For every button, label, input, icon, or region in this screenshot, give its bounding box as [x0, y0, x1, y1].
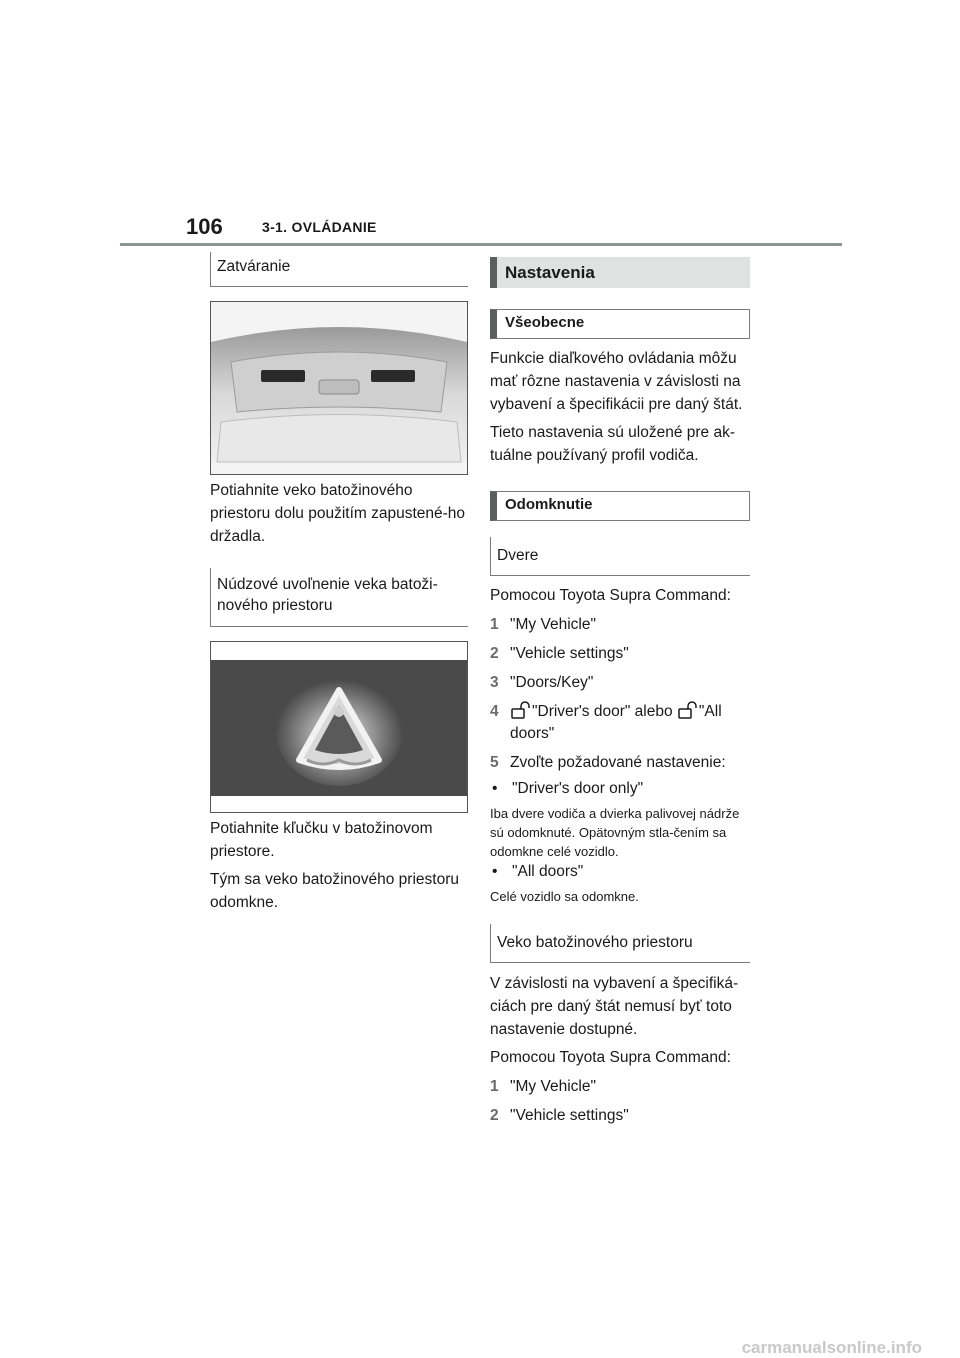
- bullet-dot: •: [492, 780, 498, 797]
- step-text: "My Vehicle": [510, 1078, 596, 1095]
- subsection-unlock: Odomknutie: [490, 491, 750, 521]
- step-2-1: [490, 1076, 750, 1098]
- closing-heading-text: Zatváranie: [217, 258, 291, 275]
- emergency-release-figure: [210, 641, 468, 813]
- step-number: 1: [490, 1078, 499, 1095]
- emergency-text-2: Tým sa veko batožinového priestoru odomkne.: [210, 871, 459, 911]
- emergency-heading: [210, 568, 468, 627]
- option-2-description: Celé vozidlo sa odomkne.: [490, 889, 639, 904]
- tailgate-heading: [490, 924, 750, 963]
- step-4-text-part2: "All doors": [510, 703, 722, 742]
- option-1-description: Iba dvere vodiča a dvierka palivovej nádrže sú odomknuté. Opätovným stla-čením sa odomkne celé vozidlo.: [490, 806, 740, 859]
- doors-heading: [490, 537, 750, 576]
- step-number: 5: [490, 754, 499, 771]
- emergency-handle-illustration: [211, 642, 467, 812]
- via-command-text-2: Pomocou Toyota Supra Command:: [490, 1049, 731, 1066]
- option-drivers-door: [490, 778, 750, 800]
- chapter-title: 3-1. OVLÁDANIE: [262, 219, 377, 235]
- closing-heading: [210, 252, 468, 287]
- emergency-text-1: Potiahnite kľučku v batožinovom priestore.: [210, 820, 433, 860]
- step-text: "Doors/Key": [510, 674, 594, 691]
- step-2: [490, 643, 750, 665]
- unlock-icon: [677, 701, 699, 719]
- step-text: [510, 701, 750, 745]
- via-command-text: Pomocou Toyota Supra Command:: [490, 587, 731, 604]
- step-number: 3: [490, 674, 499, 691]
- step-number: 2: [490, 1107, 499, 1124]
- unlock-icon: [510, 701, 532, 719]
- step-text: Zvoľte požadované nastavenie:: [510, 754, 726, 771]
- step-text: "My Vehicle": [510, 616, 596, 633]
- general-text-1: Funkcie diaľkového ovládania môžu mať rôzne nastavenia v závislosti na vybavení a špecifikácii pre daný štát.: [490, 350, 743, 413]
- step-4-text-part1: "Driver's door" alebo: [532, 703, 673, 720]
- option-text: "Driver's door only": [512, 780, 644, 797]
- general-text-2: Tieto nastavenia sú uložené pre ak-tuálne používaný profil vodiča.: [490, 424, 735, 464]
- step-number: 4: [490, 703, 499, 720]
- left-column: [210, 252, 468, 914]
- step-4: [490, 701, 750, 745]
- step-number: 1: [490, 616, 499, 633]
- trunk-handle-figure: [210, 301, 468, 475]
- subsection-general: Všeobecne: [490, 309, 750, 339]
- step-text: "Vehicle settings": [510, 645, 629, 662]
- option-text: "All doors": [512, 863, 584, 880]
- step-text: "Vehicle settings": [510, 1107, 629, 1124]
- closing-text: Potiahnite veko batožinového priestoru dolu použitím zapustené-ho držadla.: [210, 482, 466, 545]
- emergency-heading-text: Núdzové uvoľnenie veka batoži-nového priestoru: [217, 576, 438, 614]
- step-2-2: [490, 1105, 750, 1127]
- tailgate-heading-text: Veko batožinového priestoru: [497, 934, 693, 951]
- step-number: 2: [490, 645, 499, 662]
- trunk-lid-illustration: [211, 302, 467, 474]
- page-number: 106: [186, 214, 223, 239]
- section-heading-settings: Nastavenia: [490, 257, 750, 288]
- bullet-dot: •: [492, 863, 498, 880]
- option-all-doors: [490, 861, 750, 883]
- tailgate-text: V závislosti na vybavení a špecifiká-ciách pre daný štát nemusí byť toto nastavenie dostupné.: [490, 975, 739, 1038]
- right-column: [490, 257, 750, 1127]
- header-rule: [120, 243, 842, 246]
- watermark: carmanualsonline.info: [741, 1338, 922, 1357]
- step-3: [490, 672, 750, 694]
- doors-heading-text: Dvere: [497, 547, 539, 564]
- step-5: [490, 752, 750, 774]
- step-1: [490, 614, 750, 636]
